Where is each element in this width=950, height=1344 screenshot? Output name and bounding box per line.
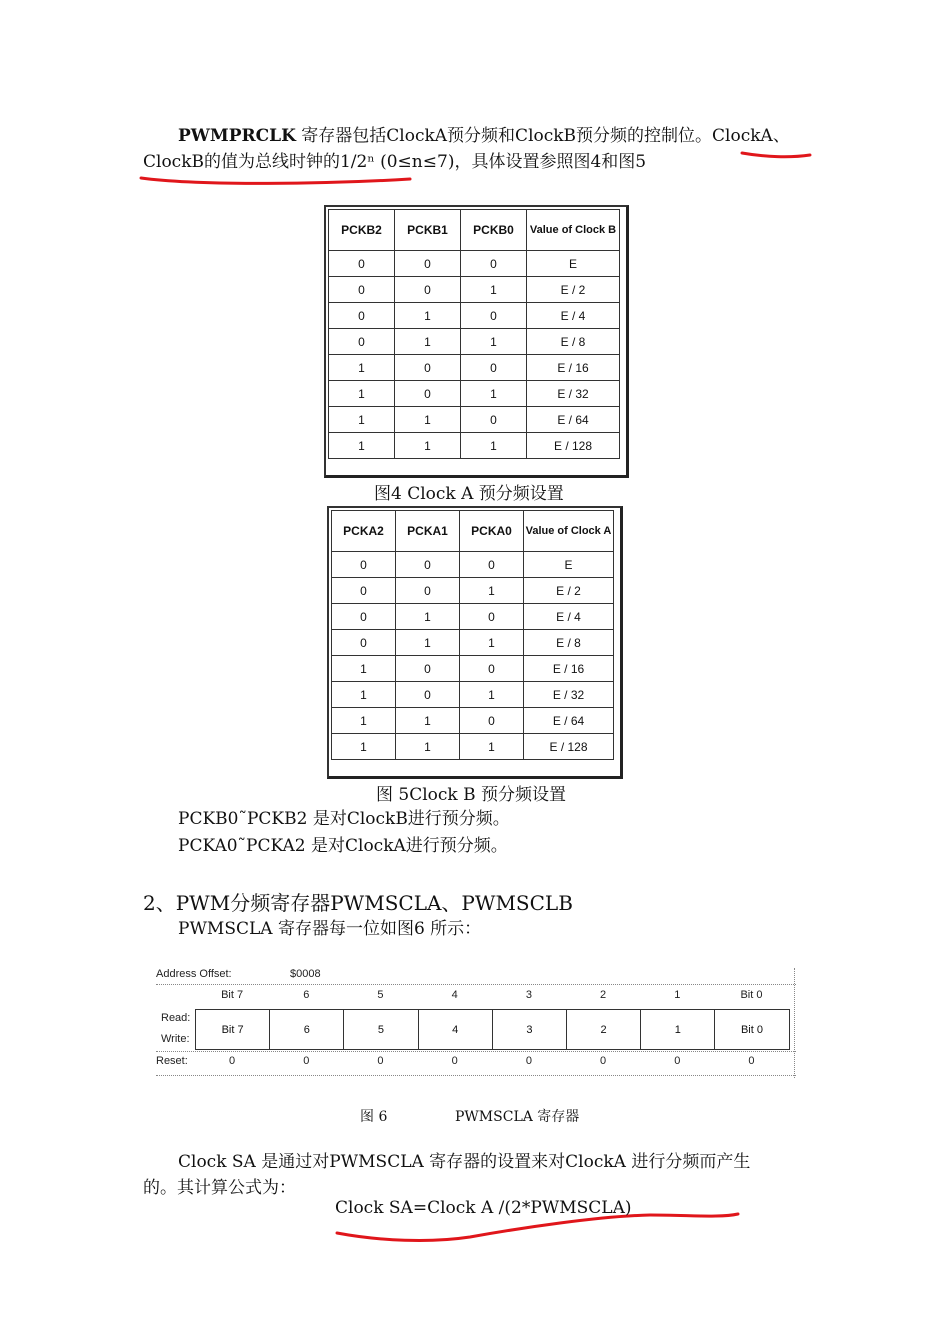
reset-value: 0 xyxy=(748,1055,755,1067)
table-cell: E / 2 xyxy=(527,277,620,303)
prescaler-table-a-frame xyxy=(327,506,623,779)
header-pckb2: PCKB2 xyxy=(329,210,395,251)
table-cell: 0 xyxy=(329,329,395,355)
table-cell: 0 xyxy=(395,251,461,277)
table-cell: 0 xyxy=(460,604,524,630)
prescaler-table-b xyxy=(328,209,620,459)
table-cell: 0 xyxy=(396,578,460,604)
table-cell: E / 32 xyxy=(524,682,614,708)
header-pcka2: PCKA2 xyxy=(332,511,396,552)
table-cell: 1 xyxy=(461,329,527,355)
table-cell: E / 64 xyxy=(524,708,614,734)
table-cell: E / 16 xyxy=(527,355,620,381)
divider xyxy=(156,984,796,985)
table-cell: 1 xyxy=(395,329,461,355)
table-row xyxy=(329,251,620,277)
table-cell: 1 xyxy=(332,682,396,708)
figure-6-caption: PWMSCLA 寄存器 xyxy=(455,1109,580,1125)
table-cell: 1 xyxy=(332,656,396,682)
address-offset-value: $0008 xyxy=(290,968,321,980)
table-row xyxy=(329,355,620,381)
bit-label: Bit 7 xyxy=(221,989,244,1001)
table-cell: 0 xyxy=(460,656,524,682)
table-cell: 0 xyxy=(396,656,460,682)
reset-value: 0 xyxy=(229,1055,236,1067)
bit-label: 6 xyxy=(303,989,310,1001)
table-cell: 1 xyxy=(460,578,524,604)
table-cell: 1 xyxy=(332,734,396,760)
address-offset-label: Address Offset: xyxy=(156,968,232,980)
table-cell: E / 2 xyxy=(524,578,614,604)
underline-clockb-range xyxy=(141,178,410,183)
table-cell: 0 xyxy=(460,708,524,734)
table-cell: 1 xyxy=(460,682,524,708)
table-cell: E / 8 xyxy=(527,329,620,355)
table-cell: 1 xyxy=(460,630,524,656)
table-cell: 1 xyxy=(461,381,527,407)
table-cell: 0 xyxy=(396,682,460,708)
table-cell: 0 xyxy=(332,578,396,604)
table-cell: 1 xyxy=(461,277,527,303)
table-cell: E xyxy=(527,251,620,277)
table-cell: E / 32 xyxy=(527,381,620,407)
table-cell: 1 xyxy=(460,734,524,760)
register-bit-cell: 2 xyxy=(566,1009,641,1050)
reset-value: 0 xyxy=(525,1055,532,1067)
reset-value: 0 xyxy=(600,1055,607,1067)
table-cell: 1 xyxy=(395,433,461,459)
note-pckb: PCKB0˜PCKB2 是对ClockB进行预分频。 xyxy=(178,809,510,829)
table-cell: 0 xyxy=(395,381,461,407)
table-cell: E / 4 xyxy=(527,303,620,329)
clocksa-line-2: 的。其计算公式为： xyxy=(143,1178,296,1198)
prescaler-table-a xyxy=(331,510,614,760)
table-row xyxy=(332,682,614,708)
table-cell: 0 xyxy=(329,303,395,329)
note-pcka: PCKA0˜PCKA2 是对ClockA进行预分频。 xyxy=(178,836,508,856)
bit-label: 3 xyxy=(525,989,532,1001)
table-cell: 0 xyxy=(332,552,396,578)
table-cell: 1 xyxy=(329,433,395,459)
reset-value: 0 xyxy=(451,1055,458,1067)
table-cell: E / 16 xyxy=(524,656,614,682)
table-cell: 0 xyxy=(461,355,527,381)
table-row xyxy=(332,552,614,578)
divider xyxy=(156,1075,796,1076)
header-pcka1: PCKA1 xyxy=(396,511,460,552)
table-cell: 1 xyxy=(329,381,395,407)
table-row xyxy=(332,734,614,760)
table-cell: 1 xyxy=(396,734,460,760)
table-cell: 1 xyxy=(396,708,460,734)
table-cell: 1 xyxy=(395,407,461,433)
table-row xyxy=(329,329,620,355)
header-pcka0: PCKA0 xyxy=(460,511,524,552)
bit-label: 5 xyxy=(377,989,384,1001)
table-row xyxy=(332,578,614,604)
write-label: Write: xyxy=(161,1033,190,1045)
table-cell: 1 xyxy=(461,433,527,459)
table-cell: E xyxy=(524,552,614,578)
bit-label: 2 xyxy=(600,989,607,1001)
table-row xyxy=(332,604,614,630)
table-row xyxy=(329,303,620,329)
bit-label: 4 xyxy=(451,989,458,1001)
table-cell: 1 xyxy=(395,303,461,329)
reset-value: 0 xyxy=(377,1055,384,1067)
header-value-clock-a: Value of Clock A xyxy=(524,511,614,552)
table-cell: 0 xyxy=(461,407,527,433)
table-row xyxy=(332,630,614,656)
reset-value: 0 xyxy=(303,1055,310,1067)
table-cell: E / 4 xyxy=(524,604,614,630)
header-pckb1: PCKB1 xyxy=(395,210,461,251)
register-bit-cell: 4 xyxy=(418,1009,493,1050)
table-cell: 0 xyxy=(460,552,524,578)
read-label: Read: xyxy=(161,1012,191,1024)
table-cell: 0 xyxy=(461,251,527,277)
table-cell: 0 xyxy=(395,277,461,303)
header-value-clock-b: Value of Clock B xyxy=(527,210,620,251)
clocksa-line-1: Clock SA 是通过对PWMSCLA 寄存器的设置来对ClockA 进行分频而产生 xyxy=(178,1152,751,1172)
intro-line-2: ClockB的值为总线时钟的1/2ⁿ (0≤n≤7)，具体设置参照图4和图5 xyxy=(143,152,647,172)
table-cell: 0 xyxy=(395,355,461,381)
table-cell: 0 xyxy=(329,251,395,277)
section-2-heading: 2、PWM分频寄存器PWMSCLA、PWMSCLB xyxy=(143,891,573,915)
table-cell: 0 xyxy=(332,604,396,630)
table-cell: 1 xyxy=(396,604,460,630)
table-row xyxy=(329,433,620,459)
register-bit-cell: 1 xyxy=(640,1009,715,1050)
register-bit-cell: 6 xyxy=(269,1009,344,1050)
figure-4-caption: 图4 Clock A 预分频设置 xyxy=(374,484,564,504)
underline-clocka xyxy=(742,153,810,157)
reset-value: 0 xyxy=(674,1055,681,1067)
register-bit-cell: 5 xyxy=(343,1009,418,1050)
table-cell: 0 xyxy=(329,277,395,303)
table-row xyxy=(329,407,620,433)
table-row xyxy=(329,277,620,303)
bit-label: Bit 0 xyxy=(740,989,763,1001)
register-name-pwmprclk: PWMPRCLK xyxy=(178,126,296,146)
table-cell: E / 64 xyxy=(527,407,620,433)
table-cell: E / 8 xyxy=(524,630,614,656)
divider xyxy=(156,1051,796,1052)
section-2-description: PWMSCLA 寄存器每一位如图6 所示： xyxy=(178,919,482,939)
table-row xyxy=(329,381,620,407)
reset-label: Reset: xyxy=(156,1055,188,1067)
bit-label: 1 xyxy=(674,989,681,1001)
header-pckb0: PCKB0 xyxy=(461,210,527,251)
figure-6-number: 图 6 xyxy=(360,1109,388,1125)
register-bit-cell: Bit 7 xyxy=(195,1009,270,1050)
table-cell: E / 128 xyxy=(527,433,620,459)
table-row xyxy=(332,708,614,734)
table-cell: 1 xyxy=(329,407,395,433)
register-bit-cell: Bit 0 xyxy=(714,1009,789,1050)
register-bit-cell: 3 xyxy=(492,1009,567,1050)
divider xyxy=(794,968,795,1078)
table-cell: 1 xyxy=(396,630,460,656)
table-cell: 0 xyxy=(461,303,527,329)
table-row xyxy=(332,656,614,682)
table-cell: 1 xyxy=(332,708,396,734)
clocksa-formula: Clock SA=Clock A /(2*PWMSCLA) xyxy=(335,1198,632,1218)
table-cell: 1 xyxy=(329,355,395,381)
table-cell: E / 128 xyxy=(524,734,614,760)
table-cell: 0 xyxy=(332,630,396,656)
intro-line-1-text: 寄存器包括ClockA预分频和ClockB预分频的控制位。ClockA、 xyxy=(301,126,790,146)
figure-5-caption: 图 5Clock B 预分频设置 xyxy=(376,785,567,805)
table-cell: 0 xyxy=(396,552,460,578)
prescaler-table-b-frame xyxy=(324,205,629,478)
